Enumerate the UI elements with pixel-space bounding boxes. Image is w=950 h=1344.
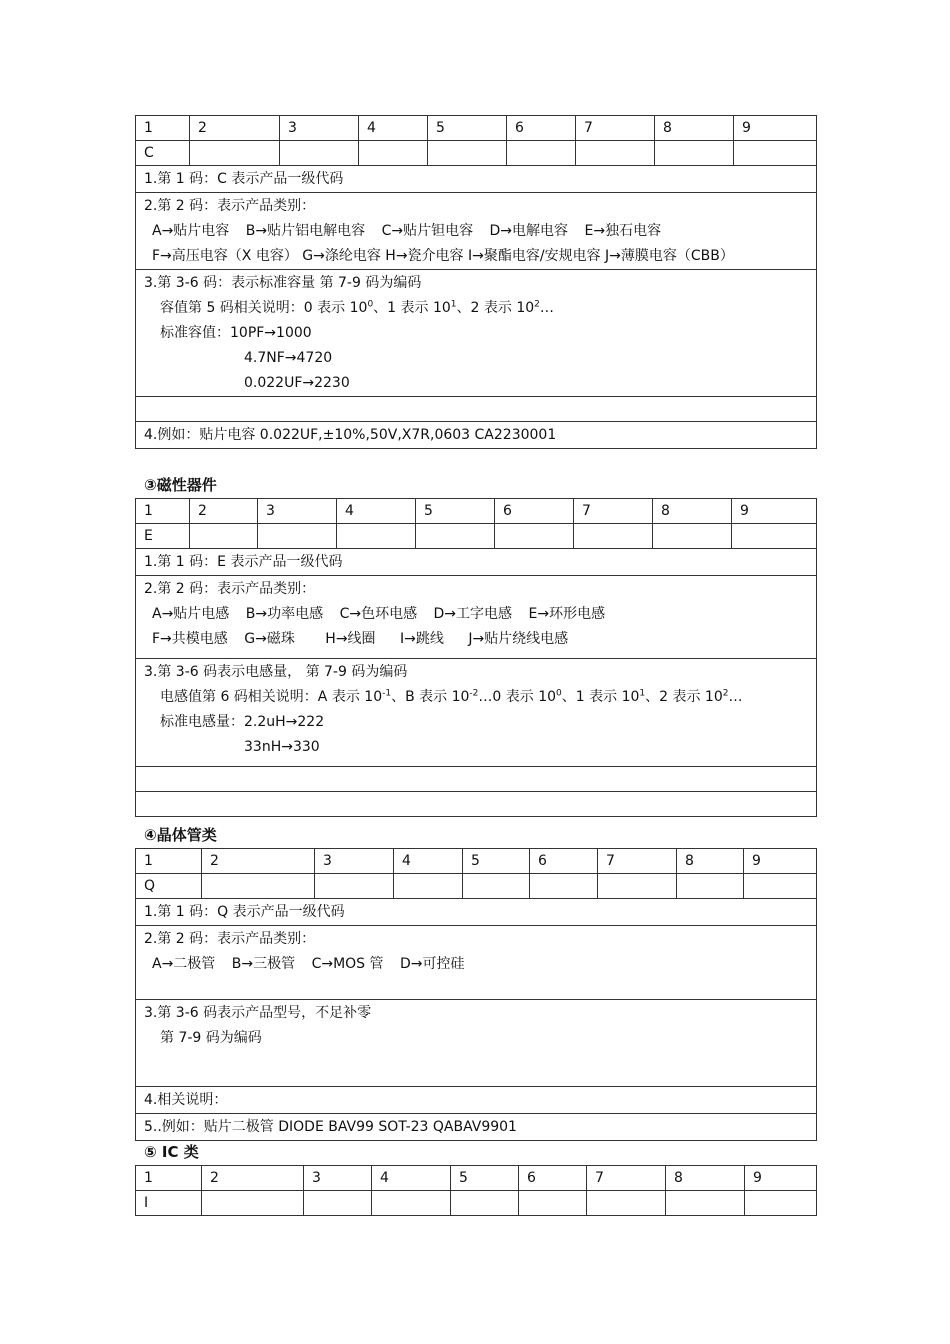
option: B→功率电感 — [245, 606, 324, 622]
option: A→贴片电容 — [152, 223, 230, 239]
transistor-table — [135, 848, 817, 1141]
option: F→共模电感 — [152, 631, 228, 647]
col-4: 4 — [372, 1166, 451, 1191]
col-5: 5 — [416, 499, 495, 524]
col-6: 6 — [530, 849, 598, 874]
col-7: 7 — [574, 499, 653, 524]
rule-2-title: 2.第 2 码：表示产品类别： — [144, 198, 316, 214]
code-row — [136, 141, 817, 166]
col-7: 7 — [598, 849, 677, 874]
rule-1: 1.第 1 码：Q 表示产品一级代码 — [136, 899, 817, 926]
option: C→贴片钽电容 — [381, 223, 474, 239]
col-2: 2 — [190, 116, 280, 141]
code-row — [136, 874, 817, 899]
col-4: 4 — [394, 849, 463, 874]
ic-table — [135, 1165, 817, 1216]
col-8: 8 — [677, 849, 744, 874]
col-4: 4 — [359, 116, 428, 141]
std-value: 2.2uH→222 — [244, 714, 325, 730]
col-6: 6 — [507, 116, 576, 141]
rule-2 — [136, 926, 817, 1000]
option: B→贴片铝电解电容 — [245, 223, 366, 239]
std-value: 10PF→1000 — [230, 325, 312, 341]
empty-row — [136, 397, 817, 422]
rule-2-title: 2.第 2 码：表示产品类别： — [144, 931, 316, 947]
rule-2-options-1 — [144, 219, 810, 244]
header-row — [136, 1166, 817, 1191]
rule-3-title: 3.第 3-6 码表示电感量， 第 7-9 码为编码 — [144, 664, 408, 680]
col-6: 6 — [495, 499, 574, 524]
std-label: 标准电感量： — [160, 714, 244, 730]
rule-2 — [136, 193, 817, 270]
rule-3-std — [144, 710, 810, 735]
rule-3-desc: 容值第 5 码相关说明：0 表示 $10^0$、1 表示 $10^1$、2 表示 $10^2\dots$ — [160, 299, 554, 316]
option: E→独石电容 — [584, 223, 662, 239]
section-heading-transistor: ④晶体管类 — [144, 826, 217, 844]
rule-3 — [136, 270, 817, 397]
col-9: 9 — [732, 499, 817, 524]
col-9: 9 — [734, 116, 817, 141]
col-3: 3 — [258, 499, 337, 524]
col-5: 5 — [451, 1166, 519, 1191]
rule-4: 4.例如：贴片电容 0.022UF,±10%,50V,X7R,0603 CA2230001 — [136, 422, 817, 449]
option: B→三极管 — [231, 956, 296, 972]
col-5: 5 — [463, 849, 530, 874]
section-heading-magnetic: ③磁性器件 — [144, 476, 217, 494]
rule-2-options-1 — [144, 952, 810, 977]
col-8: 8 — [653, 499, 732, 524]
option: G→磁珠 — [244, 631, 295, 647]
empty-row — [136, 792, 817, 817]
option: A→二极管 — [152, 956, 216, 972]
header-row — [136, 116, 817, 141]
std-label: 标准容值： — [160, 325, 230, 341]
option: C→MOS 管 — [311, 956, 384, 972]
code-row — [136, 524, 817, 549]
empty-row — [136, 767, 817, 792]
col-6: 6 — [519, 1166, 587, 1191]
option: J→贴片绕线电感 — [468, 631, 569, 647]
rule-2-options-2 — [144, 627, 810, 658]
code-letter: E — [136, 524, 190, 549]
std-value: 33nH→330 — [244, 739, 320, 755]
rule-2-options-2: F→高压电容（X 电容） G→涤纶电容 H→瓷介电容 I→聚酯电容/安规电容 J→薄膜电容（CBB） — [152, 248, 734, 264]
col-3: 3 — [304, 1166, 372, 1191]
rule-3-std — [144, 321, 810, 346]
col-3: 3 — [280, 116, 359, 141]
rule-3-desc: 电感值第 6 码相关说明：A 表示 $10^{-1}$、B 表示 $10^{-2}\dots 0$ 表示 $10^0$、1 表示 $10^1$、2 表示 $10^2\dots$ — [160, 688, 743, 705]
capacitor-table — [135, 115, 817, 449]
rule-3 — [136, 659, 817, 767]
col-1: 1 — [136, 1166, 202, 1191]
option: E→环形电感 — [528, 606, 606, 622]
option: A→贴片电感 — [152, 606, 230, 622]
option: C→色环电感 — [339, 606, 418, 622]
col-3: 3 — [315, 849, 394, 874]
section-heading-ic: ⑤ IC 类 — [144, 1143, 199, 1161]
col-1: 1 — [136, 116, 190, 141]
code-row — [136, 1191, 817, 1216]
col-2: 2 — [202, 849, 315, 874]
col-7: 7 — [587, 1166, 666, 1191]
rule-2 — [136, 576, 817, 659]
option: D→电解电容 — [489, 223, 569, 239]
rule-4: 4.相关说明： — [136, 1087, 817, 1114]
col-1: 1 — [136, 499, 190, 524]
option: D→可控硅 — [399, 956, 465, 972]
col-5: 5 — [428, 116, 507, 141]
code-letter: Q — [136, 874, 202, 899]
col-2: 2 — [190, 499, 258, 524]
col-8: 8 — [655, 116, 734, 141]
rule-2-options-1 — [144, 602, 810, 627]
rule-1: 1.第 1 码：C 表示产品一级代码 — [136, 166, 817, 193]
header-row — [136, 849, 817, 874]
magnetic-table — [135, 498, 817, 817]
rule-3-line2: 第 7-9 码为编码 — [160, 1030, 262, 1046]
col-9: 9 — [744, 849, 817, 874]
col-7: 7 — [576, 116, 655, 141]
std-value: 0.022UF→2230 — [244, 375, 350, 391]
code-letter: C — [136, 141, 190, 166]
code-letter: I — [136, 1191, 202, 1216]
rule-2-title: 2.第 2 码：表示产品类别： — [144, 581, 316, 597]
rule-3 — [136, 1000, 817, 1087]
option: I→跳线 — [400, 631, 444, 647]
rule-5: 5..例如：贴片二极管 DIODE BAV99 SOT-23 QABAV9901 — [136, 1114, 817, 1141]
col-8: 8 — [666, 1166, 745, 1191]
rule-3-title: 3.第 3-6 码：表示标准容量 第 7-9 码为编码 — [144, 275, 422, 291]
col-9: 9 — [745, 1166, 817, 1191]
option: D→工字电感 — [433, 606, 513, 622]
col-1: 1 — [136, 849, 202, 874]
std-value: 4.7NF→4720 — [244, 350, 333, 366]
header-row — [136, 499, 817, 524]
option: H→线圈 — [325, 631, 376, 647]
rule-1: 1.第 1 码：E 表示产品一级代码 — [136, 549, 817, 576]
col-4: 4 — [337, 499, 416, 524]
col-2: 2 — [202, 1166, 304, 1191]
rule-3-title: 3.第 3-6 码表示产品型号，不足补零 — [144, 1005, 372, 1021]
